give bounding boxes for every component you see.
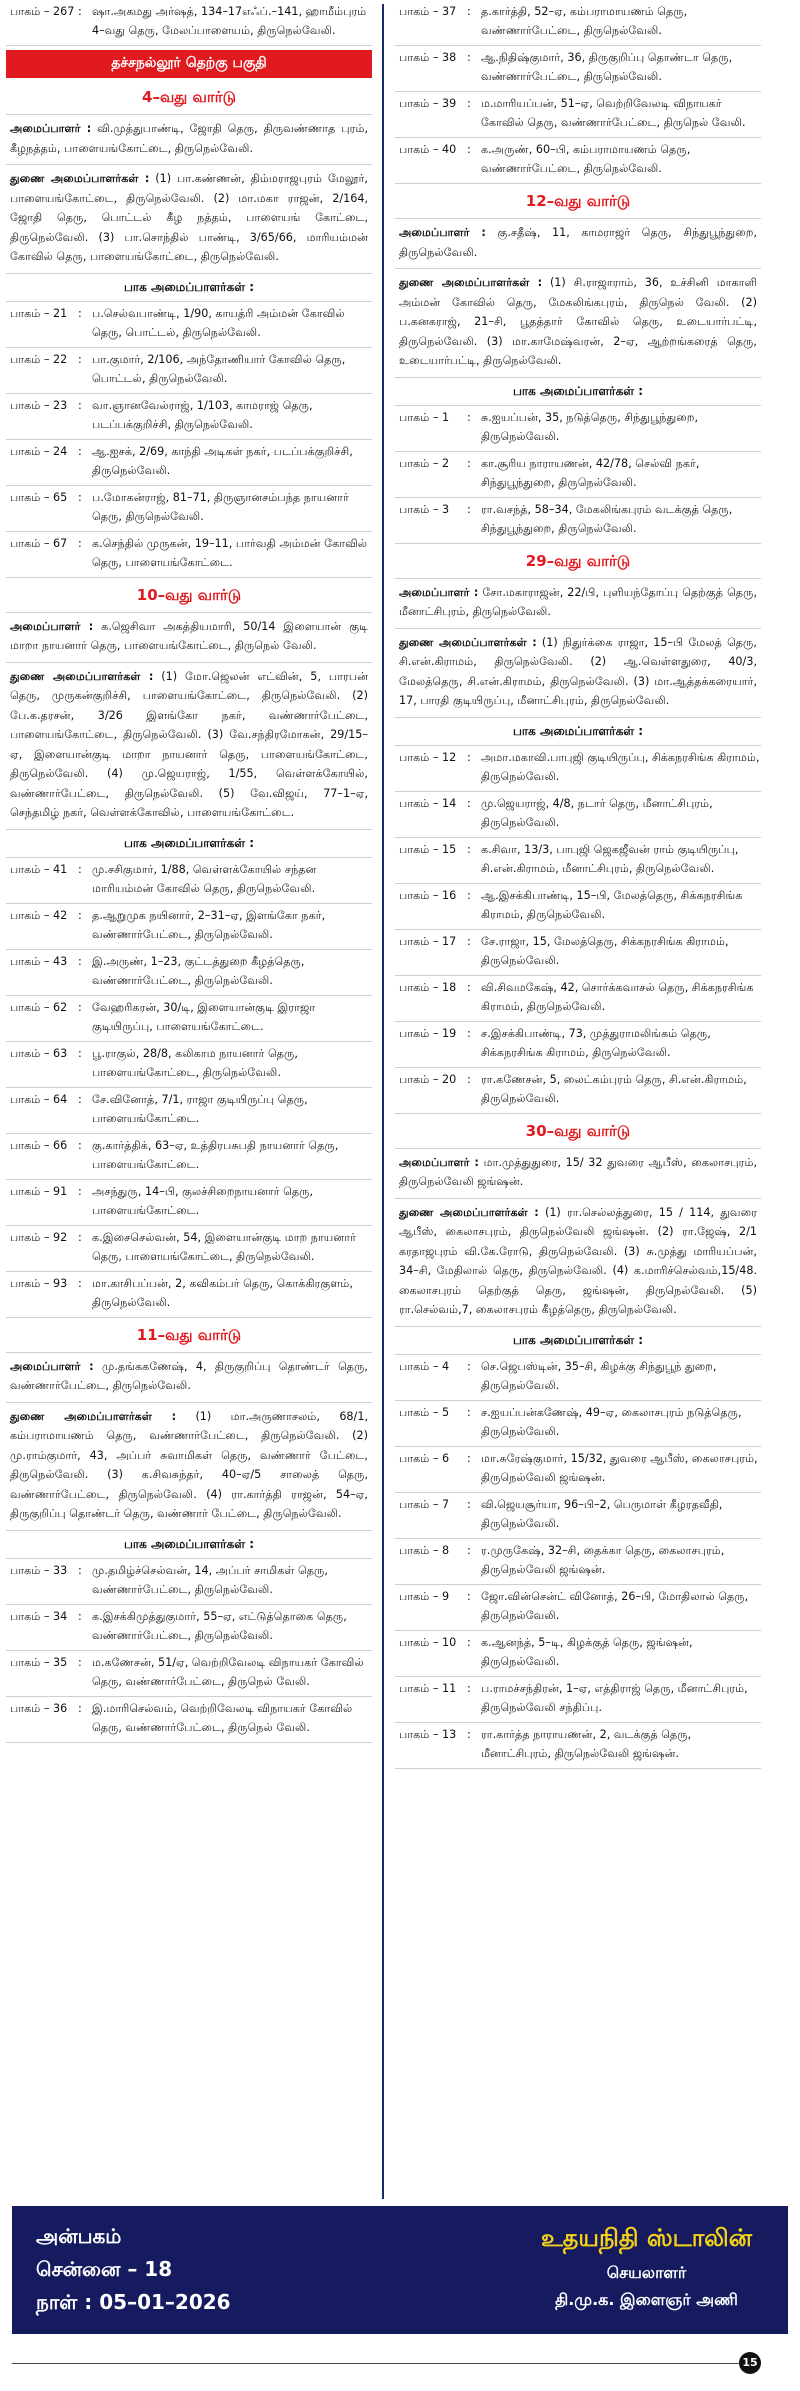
booth-row: [395, 138, 761, 184]
deputy-label: துணை அமைப்பாளர்கள் :: [399, 635, 537, 649]
booth-colon: :: [78, 1276, 82, 1290]
booth-agent-text: ரா.கணேசன், 5, லைட்கம்புரம் தெரு, சி.என்.கிராமம், திருநெல்வேலி.: [481, 1072, 747, 1105]
booth-agent-text: த.கார்த்தி, 52–ஏ, கம்பராமாயணம் தெரு, வண்ணார்பேட்டை, திருநெல்வேலி.: [481, 5, 688, 37]
secretary-text: க.ஜெசிவா அகத்தியமாரி, 50/14 இளையான் குடி மாறா நாயனார் தெரு, பாளையங்கோட்டை, திருநெல் வேலி.: [10, 619, 369, 652]
booth-agent-text: பூ.ராகுல், 28/8, கலிகாம நாயனார் தெரு, பாளையங்கோட்டை, திருநெல்வேலி.: [92, 1046, 298, 1079]
booth-agent-text: க.சிவா, 13/3, பாபுஜி ஜெகஜீவன் ராம் குடியிருப்பு, சி.என்.கிராமம், மீனாட்சிபுரம், திருநெல்வேலி.: [481, 842, 739, 875]
booth-row: [6, 394, 372, 440]
booth-colon: :: [467, 888, 471, 902]
booth-agent-text: இ.மாரிசெல்வம், வெற்றிவேலடி விநாயகர் கோவில் தெரு, வண்ணார்பேட்டை, திருநெல் வேலி.: [92, 1701, 353, 1734]
booth-number: பாகம் – 9: [399, 1589, 450, 1603]
booth-colon: :: [467, 143, 471, 156]
secretary-text: மு.தங்ககணேஷ், 4, திருகுறிப்பு தொண்டர் தெரு, வண்ணார்பேட்டை, திருநெல்வேலி.: [10, 1359, 368, 1392]
ward-secretary: [6, 613, 372, 663]
booth-number: பாகம் – 1: [399, 410, 450, 424]
booth-row: [6, 302, 372, 348]
booth-number: பாகம் – 64: [10, 1092, 68, 1106]
booth-colon: :: [78, 1184, 82, 1198]
footer-date: நாள் : 05–01–2026: [36, 2290, 231, 2314]
booth-row: [395, 46, 761, 92]
booth-colon: :: [78, 1092, 82, 1106]
booth-colon: :: [467, 1072, 471, 1086]
booth-number: பாகம் – 13: [399, 1727, 457, 1741]
booth-row: [6, 950, 372, 996]
booth-colon: :: [78, 490, 82, 504]
booth-number: பாகம் – 65: [10, 490, 68, 504]
booth-agent-text: க.அருண், 60–பி, கம்பராமாயணம் தெரு, வண்ணார்பேட்டை, திருநெல்வேலி.: [481, 143, 691, 175]
secretary-label: அமைப்பாளர் :: [10, 122, 92, 135]
booth-row: [6, 1088, 372, 1134]
booth-number: பாகம் – 39: [399, 97, 457, 110]
ward-title: 4–வது வார்டு: [6, 80, 372, 115]
booth-number: பாகம் – 17: [399, 934, 457, 948]
booth-row: [6, 1697, 372, 1743]
booth-agent-text: சு.ஐயப்பன், 35, நடுத்தெரு, சிந்துபூந்துறை, திருநெல்வேலி.: [481, 410, 699, 443]
booth-colon: :: [78, 862, 82, 876]
booth-row: [395, 976, 761, 1022]
booth-number: பாகம் – 4: [399, 1359, 450, 1373]
booth-row: [395, 92, 761, 138]
booth-colon: :: [467, 1589, 471, 1603]
booth-agent-text: ம.கணேசன், 51/ஏ, வெற்றிவேலடி விநாயகர் கோவில் தெரு, வண்ணார்பேட்டை, திருநெல் வேலி.: [92, 1655, 364, 1688]
booth-row: [395, 1585, 761, 1631]
booth-number: பாகம் – 23: [10, 398, 68, 412]
booth-agent-text: மு.சசிகுமார், 1/88, வெள்ளக்கோயில் சந்தன மாரியம்மன் கோவில் தெரு, திருநெல்வேலி.: [92, 862, 317, 895]
booth-row: [6, 1226, 372, 1272]
booth-number: பாகம் – 18: [399, 980, 457, 994]
deputy-text: (1) மா.அருணாசலம், 68/1, கம்பராமாயணம் தெரு, வண்ணார்பேட்டை, திருநெல்வேலி. (2) மு.ராம்குமார், 43, அப்பர் சுவாமிகள் தெரு, வண்ணார் பேட்டை, திருநெல்வேலி. (3) க.சிவசுந்தர், 40–ஏ/5 சாலைத் தெரு, வண்ணார்பேட்டை, திருநெல்வேலி. (4) ரா.கார்த்தி ராஜன், 54–ஏ, திருகுறிப்பு தொண்டர் தெரு, வண்ணார் பேட்டை, திருநெல்வேலி.: [10, 1409, 368, 1520]
booth-row: [6, 1605, 372, 1651]
secretary-text: வி.முத்துபாண்டி, ஜோதி தெரு, திருவண்ணாத புரம், கீழநத்தம், பாளையங்கோட்டை, திருநெல்வேலி.: [10, 122, 368, 155]
booth-colon: :: [467, 1451, 471, 1465]
booth-colon: :: [78, 444, 82, 458]
booth-row: [6, 858, 372, 904]
booth-heading: பாக அமைப்பாளர்கள் :: [6, 1531, 372, 1559]
booth-colon: :: [78, 1000, 82, 1014]
deputy-label: துணை அமைப்பாளர்கள் :: [399, 1205, 539, 1219]
booth-agent-text: ஆ.இசக்கிபாண்டி, 15–பி, மேலத்தெரு, சிக்கநரசிங்க கிராமம், திருநெல்வேலி.: [481, 888, 743, 921]
booth-colon: :: [467, 1727, 471, 1741]
booth-row: [6, 1651, 372, 1697]
booth-number: பாகம் – 42: [10, 908, 68, 922]
booth-number: பாகம் – 267: [10, 5, 75, 18]
booth-agent-text: ச.ஐயப்பன்கணேஷ், 49–ஏ, கைலாசபுரம் நடுத்தெரு, திருநெல்வேலி.: [481, 1405, 742, 1438]
booth-colon: :: [78, 954, 82, 968]
booth-agent-text: ஆ.ஐசக், 2/69, காந்தி அடிகள் நகர், படப்பக்குறிச்சி, திருநெல்வேலி.: [92, 444, 353, 477]
booth-row: [6, 348, 372, 394]
booth-colon: :: [467, 1497, 471, 1511]
signature-footer: [12, 2206, 788, 2334]
secretary-label: அமைப்பாளர் :: [10, 1359, 94, 1373]
deputy-text: (1) ரா.செல்லத்துரை, 15 / 114, துவரை ஆபீஸ், கைலாசபுரம், திருநெல்வேலி ஜங்ஷன். (2) ரா.ஜேஷ், 2/1 கரதாஜபுரம் வி.கே.ரோடு, திருநெல்வேலி. (3) சு.முத்து மாரியப்பன், 34–சி, மேதிலால் தெரு, திருநெல்வேலி. (4) க.மாரிச்செல்வம்,15/48. கைலாசபுரம் தெற்குத் தெரு, ஜங்ஷன், திருநெல்வேலி. (5) ரா.செல்வம்,7, கைலாசபுரம் கீழத்தெரு, திருநெல்வேலி.: [399, 1205, 757, 1316]
booth-row: [395, 838, 761, 884]
booth-colon: :: [467, 842, 471, 856]
booth-row: [395, 406, 761, 452]
booth-agent-text: க.இசைசெல்வன், 54, இளையான்குடி மாற நாயனார் தெரு, பாளையங்கோட்டை, திருநெல்வேலி.: [92, 1230, 356, 1263]
booth-row: [395, 1539, 761, 1585]
deputy-text: (1) சி.ராஜாராம், 36, உச்சினி மாகாளி அம்மன் கோவில் தெரு, மேகலிங்கபுரம், திருநெல் வேலி. (2) ப.கனகராஜ், 21–சி, பூதத்தார் கோவில் தெரு, உடையார்பட்டி, திருநெல்வேலி. (3) மா.காமேஷ்வரன், 2–ஏ, ஆற்றங்கரைத் தெரு, உடையார்பட்டி, திருநெல்வேலி.: [399, 276, 757, 367]
booth-row: [395, 1068, 761, 1114]
booth-colon: :: [467, 980, 471, 994]
booth-number: பாகம் – 40: [399, 143, 457, 156]
booth-agent-text: ஆ.நிதிஷ்குமார், 36, திருகுறிப்பு தொண்டா தெரு, வண்ணார்பேட்டை, திருநெல்வேலி.: [481, 51, 733, 83]
booth-agent-text: வேஹரிகரன், 30/டி, இளையான்குடி இராஜா குடியிருப்பு, பாளையங்கோட்டை.: [92, 1000, 316, 1033]
booth-heading: பாக அமைப்பாளர்கள் :: [395, 718, 761, 746]
booth-number: பாகம் – 41: [10, 862, 68, 876]
deputy-label: துணை அமைப்பாளர்கள் :: [10, 669, 154, 683]
booth-number: பாகம் – 37: [399, 5, 457, 18]
booth-colon: :: [467, 934, 471, 948]
booth-agent-text: வி.சிவமகேஷ், 42, சொர்க்கவாசல் தெரு, சிக்கநரசிங்க கிராமம், திருநெல்வேலி.: [481, 980, 754, 1013]
booth-agent-text: ர.முருகேஷ், 32–சி, தைக்கா தெரு, கைலாசபுரம், திருநெல்வேலி ஜங்ஷன்.: [481, 1543, 725, 1576]
booth-agent-text: செ.ஜெபஸ்டின், 35–சி, கிழக்கு சிந்துபூந் துறை, திருநெல்வேலி.: [481, 1359, 717, 1392]
deputy-text: (1) நிதுர்க்கை ராஜா, 15–பி மேலத் தெரு, சி.என்.கிராமம், திருநெல்வேலி. (2) ஆ.வெள்ளதுரை, 40/3, மேலத்தெரு, சி.என்.கிராமம், திருநெல்வேலி. (3) மா.ஆத்தக்கரையார், 17, பாரதி குடியிருப்பு, மீனாட்சிபுரம், திருநெல்வேலி.: [399, 635, 757, 707]
ward-deputies: [6, 663, 372, 830]
booth-row: [6, 996, 372, 1042]
deputy-label: துணை அமைப்பாளர்கள் :: [399, 276, 543, 289]
signatory-name: உதயநிதி ஸ்டாலின்: [540, 2224, 752, 2252]
deputy-text: (1) பா.கண்ணன், திம்மராஜபுரம் மேலூர், பாளையங்கோட்டை, திருநெல்வேலி. (2) மா.மகா ராஜன், 2/164, ஜோதி தெரு, பொட்டல் கீழ நத்தம், பாளையங் கோட்டை, திருநெல்வேலி. (3) பா.சொந்தில் பாண்டி, 3/65/66, மாரியம்மன் கோவில் தெரு, பாளையங்கோட்டை, திருநெல்வேலி.: [10, 172, 368, 263]
region-title: தச்சநல்லூர் தெற்கு பகுதி: [6, 50, 372, 78]
booth-row: [6, 532, 372, 578]
booth-row: [395, 746, 761, 792]
booth-heading: பாக அமைப்பாளர்கள் :: [6, 830, 372, 858]
deputy-label: துணை அமைப்பாளர்கள் :: [10, 1409, 177, 1423]
booth-number: பாகம் – 67: [10, 536, 68, 550]
signatory-title: செயலாளர்: [606, 2263, 687, 2282]
booth-agent-text: சே.வினோத், 7/1, ராஜா குடியிருப்பு தெரு, பாளையங்கோட்டை.: [92, 1092, 308, 1125]
booth-number: பாகம் – 6: [399, 1451, 450, 1465]
booth-row: [6, 440, 372, 486]
booth-agent-text: ஷா.அகமது அர்ஷத், 134–17எஃப்.–141, ஹாமீம்புரம் 4–வது தெரு, மேலப்பாளையம், திருநெல்வேலி.: [92, 5, 367, 37]
booth-row: [395, 1631, 761, 1677]
booth-colon: :: [78, 352, 82, 366]
booth-row: [395, 1355, 761, 1401]
booth-agent-text: க.இசக்கிமுத்துகுமார், 55–ஏ, எட்டுத்தொகை தெரு, வண்ணார்பேட்டை, திருநெல்வேலி.: [92, 1609, 347, 1642]
ward-title: 30–வது வார்டு: [395, 1114, 761, 1149]
booth-agent-text: க.செந்தில் முருகன், 19–11, பார்வதி அம்மன் கோவில் தெரு, பாளையங்கோட்டை.: [92, 536, 368, 569]
booth-row: [6, 1134, 372, 1180]
booth-colon: :: [467, 51, 471, 64]
booth-row: [6, 0, 372, 46]
secretary-label: அமைப்பாளர் :: [399, 585, 479, 599]
deputy-text: (1) மோ.ஜெலன் எட்வின், 5, பாரபன் தெரு, முருகன்குறிச்சி, பாளையங்கோட்டை, திருநெல்வேலி. (2) பே.க.தரசன், 3/26 இளங்கோ நகர், வண்ணார்பேட்டை, பாளையங்கோட்டை, திருநெல்வேலி. (3) வே.சந்திரமோகன், 29/15–ஏ, இளையான்குடி மாறா நாயனார் தெரு, பாளையங்கோட்டை, திருநெல்வேலி. (4) மு.ஜெயராஜ், 1/55, வெள்ளக்கோயில், வண்ணார்பேட்டை, திருநெல்வேலி. (5) வே.விஜய், 77–1–ஏ, செந்தமிழ் நகர், வெள்ளக்கோவில், பாளையங்கோட்டை.: [10, 669, 368, 819]
booth-agent-text: க.ஆனந்த், 5–டி, கிழக்குத் தெரு, ஜங்ஷன், திருநெல்வேலி.: [481, 1635, 693, 1668]
booth-number: பாகம் – 22: [10, 352, 68, 366]
secretary-label: அமைப்பாளர் :: [399, 226, 486, 239]
booth-agent-text: ம.மாரியப்பன், 51–ஏ, வெற்றிவேலடி விநாயகர் கோவில் தெரு, வண்ணார்பேட்டை, திருநெல் வேலி.: [481, 97, 746, 129]
booth-colon: :: [78, 536, 82, 550]
booth-row: [6, 1042, 372, 1088]
left-column: [6, 0, 372, 1743]
ward-deputies: [395, 269, 761, 378]
booth-number: பாகம் – 14: [399, 796, 457, 810]
booth-colon: :: [467, 1026, 471, 1040]
booth-number: பாகம் – 62: [10, 1000, 68, 1014]
booth-colon: :: [467, 97, 471, 110]
booth-number: பாகம் – 20: [399, 1072, 457, 1086]
ward-secretary: [395, 219, 761, 269]
booth-number: பாகம் – 91: [10, 1184, 68, 1198]
booth-number: பாகம் – 24: [10, 444, 68, 458]
ward-secretary: [395, 579, 761, 629]
booth-colon: :: [78, 1655, 82, 1669]
booth-row: [6, 1272, 372, 1318]
booth-row: [6, 486, 372, 532]
ward-deputies: [6, 1403, 372, 1531]
booth-number: பாகம் – 36: [10, 1701, 68, 1715]
ward-title: 11–வது வார்டு: [6, 1318, 372, 1353]
booth-colon: :: [467, 1681, 471, 1695]
booth-row: [395, 884, 761, 930]
booth-number: பாகம் – 21: [10, 306, 68, 320]
booth-agent-text: ஜோ.வின்சென்ட் வினோத், 26–பி, மோதிலால் தெரு, திருநெல்வேலி.: [481, 1589, 749, 1622]
booth-agent-text: மா.காசிபப்பன், 2, கவிகம்பர் தெரு, கொக்கிரகுளம், திருநெல்வேலி.: [92, 1276, 353, 1309]
booth-row: [395, 930, 761, 976]
booth-number: பாகம் – 3: [399, 502, 450, 516]
booth-number: பாகம் – 15: [399, 842, 457, 856]
booth-number: பாகம் – 34: [10, 1609, 68, 1623]
ward-secretary: [395, 1149, 761, 1199]
footer-left-block: [36, 2220, 231, 2319]
ward-deputies: [395, 1199, 761, 1327]
booth-colon: :: [78, 908, 82, 922]
booth-agent-text: ப.செல்வபாண்டி, 1/90, காயத்ரி அம்மன் கோவில் தெரு, பொட்டல், திருநெல்வேலி.: [92, 306, 345, 339]
ward-deputies: [6, 165, 372, 274]
footer-city: சென்னை – 18: [36, 2257, 173, 2281]
booth-row: [395, 1447, 761, 1493]
booth-number: பாகம் – 12: [399, 750, 457, 764]
booth-number: பாகம் – 7: [399, 1497, 450, 1511]
booth-colon: :: [467, 502, 471, 516]
deputy-label: துணை அமைப்பாளர்கள் :: [10, 172, 150, 185]
booth-colon: :: [467, 5, 471, 18]
ward-title: 10–வது வார்டு: [6, 578, 372, 613]
secretary-label: அமைப்பாளர் :: [10, 619, 94, 633]
booth-agent-text: ப.மோகன்ராஜ், 81–71, திருஞானசம்பந்த நாயனார் தெரு, திருநெல்வேலி.: [92, 490, 349, 523]
booth-agent-text: வி.ஜெயசூர்யா, 96–பி–2, பெருமாள் கீழரதவீதி, திருநெல்வேலி.: [481, 1497, 723, 1530]
booth-row: [395, 498, 761, 544]
booth-agent-text: கா.சூரிய நாராயணன், 42/78, செல்வி நகர், சிந்துபூந்துறை, திருநெல்வேலி.: [481, 456, 700, 489]
booth-colon: :: [467, 750, 471, 764]
booth-row: [395, 0, 761, 46]
booth-number: பாகம் – 33: [10, 1563, 68, 1577]
booth-agent-text: மு.தமிழ்ச்செல்வன், 14, அப்பர் சாமிகள் தெரு, வண்ணார்பேட்டை, திருநெல்வேலி.: [92, 1563, 328, 1596]
booth-colon: :: [467, 1405, 471, 1419]
footer-right-block: [541, 2224, 752, 2311]
column-divider: [382, 4, 384, 2199]
booth-agent-text: அமா.மகாவி.பாபுஜி குடியிருப்பு, சிக்கநரசிங்க கிராமம், திருநெல்வேலி.: [481, 750, 760, 783]
booth-number: பாகம் – 66: [10, 1138, 68, 1152]
booth-row: [395, 1723, 761, 1769]
booth-colon: :: [78, 398, 82, 412]
booth-agent-text: வா.ஞானவேல்ராஜ், 1/103, காமராஜ் தெரு, படப்பக்குறிச்சி, திருநெல்வேலி.: [92, 398, 313, 431]
booth-number: பாகம் – 5: [399, 1405, 450, 1419]
secretary-label: அமைப்பாளர் :: [399, 1155, 479, 1169]
secretary-text: சோ.மகாராஜன், 22/பி, புளியந்தோப்பு தெற்குத் தெரு, மீனாட்சிபுரம், திருநெல்வேலி.: [399, 585, 758, 618]
booth-row: [6, 904, 372, 950]
booth-row: [395, 1677, 761, 1723]
booth-row: [395, 1022, 761, 1068]
booth-agent-text: ரா.கார்த்த நாராயணன், 2, வடக்குத் தெரு, மீனாட்சிபுரம், திருநெல்வேலி ஜங்ஷன்.: [481, 1727, 692, 1760]
ward-secretary: [6, 1353, 372, 1403]
booth-heading: பாக அமைப்பாளர்கள் :: [6, 274, 372, 302]
booth-colon: :: [467, 1359, 471, 1373]
booth-number: பாகம் – 2: [399, 456, 450, 470]
ward-secretary: [6, 115, 372, 165]
booth-agent-text: அசந்துரு, 14–பி, குலச்சிறைநாயனார் தெரு, பாளையங்கோட்டை.: [92, 1184, 314, 1217]
booth-agent-text: ச.இசக்கிபாண்டி, 73, முத்துராமலிங்கம் தெரு, சிக்கநரசிங்க கிராமம், திருநெல்வேலி.: [481, 1026, 711, 1059]
booth-colon: :: [78, 5, 82, 18]
booth-colon: :: [78, 1230, 82, 1244]
booth-number: பாகம் – 38: [399, 51, 457, 64]
booth-heading: பாக அமைப்பாளர்கள் :: [395, 1327, 761, 1355]
booth-number: பாகம் – 92: [10, 1230, 68, 1244]
booth-agent-text: சே.ராஜா, 15, மேலத்தெரு, சிக்கநரசிங்க கிராமம், திருநெல்வேலி.: [481, 934, 729, 967]
booth-colon: :: [78, 1046, 82, 1060]
booth-agent-text: மா.சுரேஷ்குமார், 15/32, துவரை ஆபீஸ், கைலாசபுரம், திருநெல்வேலி ஜங்ஷன்.: [481, 1451, 758, 1484]
booth-agent-text: த.ஆறுமுக நயினார், 2–31–ஏ, இளங்கோ நகர், வண்ணார்பேட்டை, திருநெல்வேலி.: [92, 908, 326, 941]
booth-colon: :: [78, 306, 82, 320]
booth-agent-text: மு.ஜெயராஜ், 4/8, நடார் தெரு, மீனாட்சிபுரம், திருநெல்வேலி.: [481, 796, 713, 829]
booth-agent-text: பா.குமார், 2/106, அந்தோணியார் கோவில் தெரு, பொட்டல், திருநெல்வேலி.: [92, 352, 346, 385]
booth-colon: :: [467, 1543, 471, 1557]
page-number: 15: [739, 2352, 761, 2374]
ward-deputies: [395, 629, 761, 718]
booth-number: பாகம் – 11: [399, 1681, 457, 1695]
booth-colon: :: [78, 1609, 82, 1623]
secretary-text: கு.சதீஷ், 11, காமராஜர் தெரு, சிந்துபூந்துறை, திருநெல்வேலி.: [399, 226, 758, 259]
booth-row: [395, 1493, 761, 1539]
booth-agent-text: ரா.வசந்த், 58–34, மேகலிங்கபுரம் வடக்குத் தெரு, சிந்துபூந்துறை, திருநெல்வேலி.: [481, 502, 733, 535]
booth-number: பாகம் – 43: [10, 954, 68, 968]
secretary-text: மா.முத்துதுரை, 15/ 32 துவரை ஆபீஸ், கைலாசபுரம், திருநெல்வேலி ஜங்ஷன்.: [399, 1155, 758, 1188]
booth-row: [6, 1180, 372, 1226]
booth-number: பாகம் – 35: [10, 1655, 68, 1669]
booth-colon: :: [467, 1635, 471, 1649]
booth-heading: பாக அமைப்பாளர்கள் :: [395, 378, 761, 406]
booth-colon: :: [78, 1701, 82, 1715]
booth-colon: :: [78, 1138, 82, 1152]
bottom-rule: [12, 2363, 739, 2364]
booth-agent-text: ப.ராமச்சந்திரன், 1–ஏ, எத்திராஜ் தெரு, மீனாட்சிபுரம், திருநெல்வேலி சந்திப்பு.: [481, 1681, 748, 1714]
booth-number: பாகம் – 93: [10, 1276, 68, 1290]
ward-title: 29–வது வார்டு: [395, 544, 761, 579]
booth-agent-text: கு.கார்த்திக், 63–ஏ, உத்திரபசுபதி நாயனார் தெரு, பாளையங்கோட்டை.: [92, 1138, 339, 1171]
booth-row: [395, 792, 761, 838]
booth-colon: :: [467, 456, 471, 470]
ward-title: 12–வது வார்டு: [395, 184, 761, 219]
footer-place: அன்பகம்: [36, 2224, 122, 2248]
booth-colon: :: [78, 1563, 82, 1577]
booth-number: பாகம் – 16: [399, 888, 457, 902]
booth-colon: :: [467, 796, 471, 810]
booth-number: பாகம் – 8: [399, 1543, 450, 1557]
booth-row: [395, 1401, 761, 1447]
signatory-wing: தி.மு.க. இளைஞர் அணி: [555, 2290, 738, 2309]
right-column: [395, 0, 761, 1769]
booth-colon: :: [467, 410, 471, 424]
booth-number: பாகம் – 19: [399, 1026, 457, 1040]
booth-number: பாகம் – 10: [399, 1635, 457, 1649]
booth-row: [395, 452, 761, 498]
booth-number: பாகம் – 63: [10, 1046, 68, 1060]
booth-agent-text: இ.அருண், 1–23, குட்டத்துறை கீழத்தெரு, வண்ணார்பேட்டை, திருநெல்வேலி.: [92, 954, 305, 987]
booth-row: [6, 1559, 372, 1605]
